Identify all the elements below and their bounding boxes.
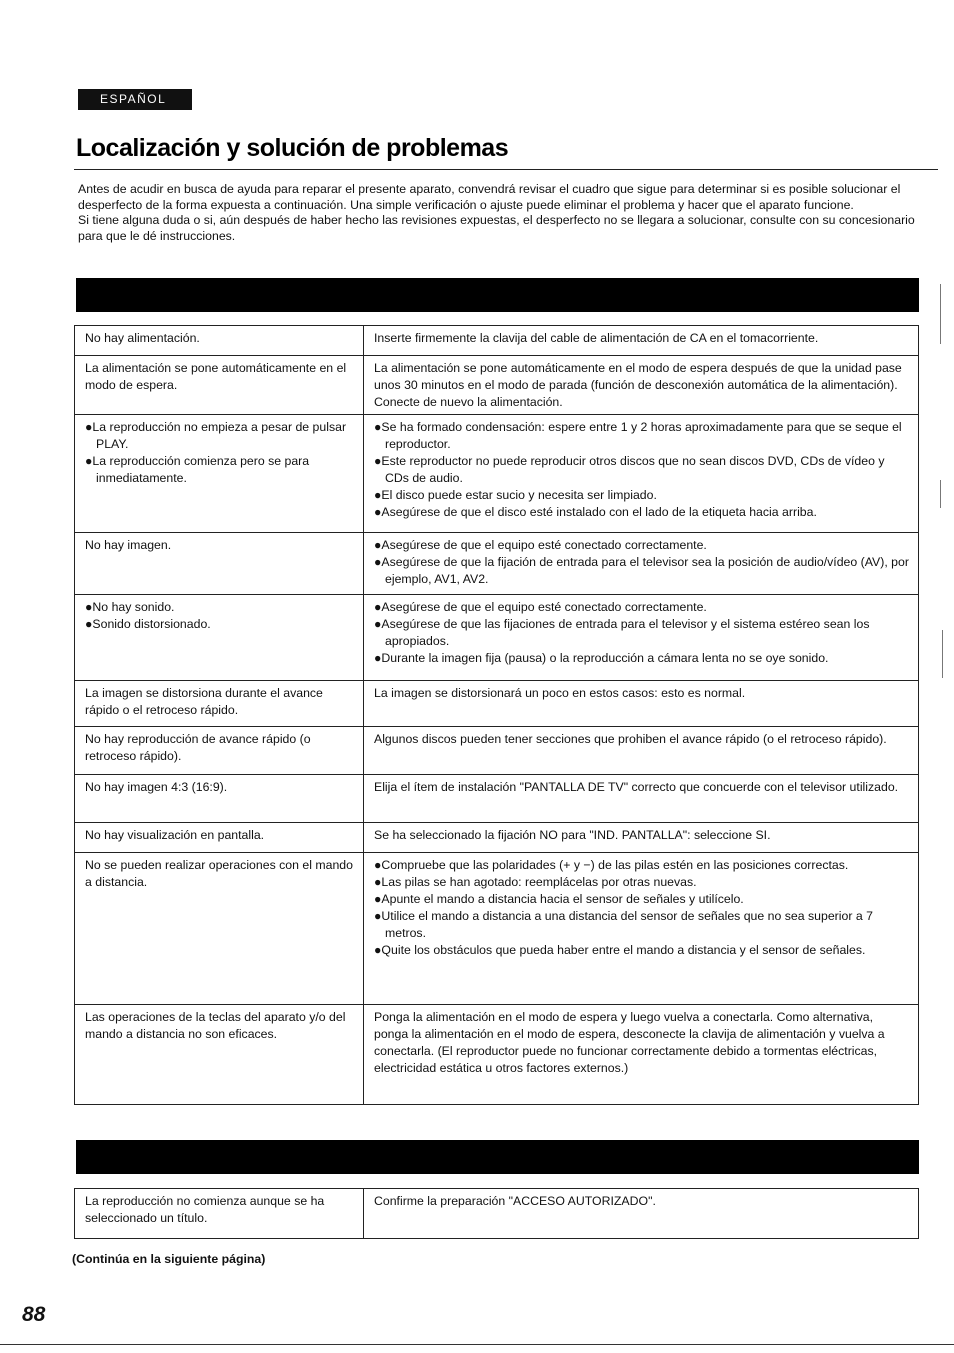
solution-cell [364, 681, 919, 727]
intro-paragraph: Si tiene alguna duda o si, aún después de haber hecho las revisiones expuestas, el desperfecto no se llegara a solucionar, consulte con su concesionario para que le dé instrucciones. [78, 213, 915, 243]
solution-cell [364, 356, 919, 415]
solution-text: ●Asegúrese de que las fijaciones de entrada para el televisor y el sistema estéreo sean los apropiados. [374, 617, 870, 648]
troubleshooting-table [74, 1188, 919, 1239]
problem-text: ●No hay sonido. [85, 600, 175, 614]
problem-text: La reproducción no comienza aunque se ha seleccionado un título. [85, 1194, 325, 1225]
solution-cell [364, 415, 919, 533]
solution-text: ●Compruebe que las polaridades (+ y −) de las pilas estén en las posiciones correctas. [374, 858, 849, 872]
solution-text: ●Asegúrese de que el disco esté instalado con el lado de la etiqueta hacia arriba. [374, 505, 817, 519]
solution-text: ●Este reproductor no puede reproducir otros discos que no sean discos DVD, CDs de vídeo y CDs de audio. [374, 454, 885, 485]
solution-text: ●Apunte el mando a distancia hacia el sensor de señales y utilícelo. [374, 892, 744, 906]
margin-mark [942, 630, 943, 678]
problem-text: No hay reproducción de avance rápido (o retroceso rápido). [85, 732, 311, 763]
solution-cell [364, 1189, 919, 1239]
table-row [75, 823, 919, 853]
problem-cell [75, 533, 364, 595]
solution-cell [364, 823, 919, 853]
margin-mark [940, 480, 941, 508]
problem-cell [75, 595, 364, 681]
solution-text: ●Asegúrese de que el equipo esté conectado correctamente. [374, 538, 707, 552]
problem-text: Las operaciones de la teclas del aparato y/o del mando a distancia no son eficaces. [85, 1010, 346, 1041]
troubleshooting-table-body [75, 326, 919, 1105]
problem-cell [75, 727, 364, 775]
table-row [75, 595, 919, 681]
solution-text: La alimentación se pone automáticamente en el modo de espera después de que la unidad pase unos 30 minutos en el modo de parada (función de desconexión automática de la alimentación). Conecte de nuevo la alimentación. [374, 361, 902, 409]
problem-cell [75, 356, 364, 415]
table-row [75, 415, 919, 533]
problem-text: No hay imagen 4:3 (16:9). [85, 780, 228, 794]
table-row [75, 326, 919, 356]
problem-text: No hay visualización en pantalla. [85, 828, 265, 842]
table-row [75, 1005, 919, 1105]
solution-text: Se ha seleccionado la fijación NO para "IND. PANTALLA": seleccione SI. [374, 828, 771, 842]
problem-cell [75, 681, 364, 727]
problem-text: ●Sonido distorsionado. [85, 617, 211, 631]
section-header-bar [76, 278, 919, 312]
table-row [75, 681, 919, 727]
troubleshooting-table-body [75, 1189, 919, 1239]
solution-text: ●Asegúrese de que la fijación de entrada para el televisor sea la posición de audio/vídeo (AV), por ejemplo, AV1, AV2. [374, 555, 909, 586]
solution-text: Algunos discos pueden tener secciones que prohiben el avance rápido (o el retroceso rápido). [374, 732, 887, 746]
table-row [75, 775, 919, 823]
solution-text: ●Las pilas se han agotado: reemplácelas por otras nuevas. [374, 875, 697, 889]
solution-text: ●Asegúrese de que el equipo esté conectado correctamente. [374, 600, 707, 614]
solution-cell [364, 727, 919, 775]
table-row [75, 853, 919, 1005]
solution-text: Inserte firmemente la clavija del cable de alimentación de CA en el tomacorriente. [374, 331, 819, 345]
solution-text: ●Se ha formado condensación: espere entre 1 y 2 horas aproximadamente para que se seque el reproductor. [374, 420, 902, 451]
problem-text: La alimentación se pone automáticamente en el modo de espera. [85, 361, 347, 392]
solution-cell [364, 326, 919, 356]
troubleshooting-table [74, 325, 919, 1105]
table-row [75, 727, 919, 775]
problem-cell [75, 1189, 364, 1239]
solution-cell [364, 533, 919, 595]
problem-cell [75, 853, 364, 1005]
problem-text: No hay alimentación. [85, 331, 200, 345]
page-title: Localización y solución de problemas [76, 134, 509, 162]
problem-text: ●La reproducción comienza pero se para inmediatamente. [85, 454, 310, 485]
solution-cell [364, 1005, 919, 1105]
problem-cell [75, 823, 364, 853]
solution-text: Confirme la preparación "ACCESO AUTORIZADO". [374, 1194, 656, 1208]
problem-cell [75, 1005, 364, 1105]
problem-text: La imagen se distorsiona durante el avance rápido o el retroceso rápido. [85, 686, 323, 717]
problem-text: No hay imagen. [85, 538, 172, 552]
title-underline [74, 169, 938, 170]
intro-text [78, 182, 920, 244]
solution-text: ●Utilice el mando a distancia a una distancia del sensor de señales que no sea superior a 7 metros. [374, 909, 873, 940]
table-row [75, 533, 919, 595]
problem-cell [75, 415, 364, 533]
problem-text: No se pueden realizar operaciones con el mando a distancia. [85, 858, 353, 889]
solution-text: La imagen se distorsionará un poco en estos casos: esto es normal. [374, 686, 746, 700]
problem-text: ●La reproducción no empieza a pesar de pulsar PLAY. [85, 420, 347, 451]
margin-mark [940, 284, 941, 344]
table-row [75, 1189, 919, 1239]
solution-text: Ponga la alimentación en el modo de espera y luego vuelva a conectarla. Como alternativa, ponga la alimentación en el modo de espera, desconecte la clavija de alimentación y vuelva a conectarla. (El reproductor puede no funcionar correctamente debido a tormentas eléctricas, electricidad estática u otros factores externos.) [374, 1010, 885, 1075]
page-number: 88 [22, 1303, 46, 1326]
solution-cell [364, 775, 919, 823]
language-tag: ESPAÑOL [78, 89, 192, 110]
solution-cell [364, 853, 919, 1005]
solution-cell [364, 595, 919, 681]
solution-text: ●El disco puede estar sucio y necesita ser limpiado. [374, 488, 657, 502]
solution-text: ●Quite los obstáculos que pueda haber entre el mando a distancia y el sensor de señales. [374, 943, 866, 957]
problem-cell [75, 775, 364, 823]
intro-paragraph: Antes de acudir en busca de ayuda para reparar el presente aparato, convendrá revisar el cuadro que sigue para determinar si es posible solucionar el desperfecto de la forma expuesta a continuación. Una simple verificación o ajuste puede eliminar el problema y hacer que el aparato funcione. [78, 182, 901, 212]
continued-note: (Continúa en la siguiente página) [72, 1252, 266, 1266]
table-row [75, 356, 919, 415]
solution-text: ●Durante la imagen fija (pausa) o la reproducción a cámara lenta no se oye sonido. [374, 651, 829, 665]
section-header-bar [76, 1140, 919, 1174]
solution-text: Elija el ítem de instalación "PANTALLA DE TV" correcto que concuerde con el televisor utilizado. [374, 780, 899, 794]
problem-cell [75, 326, 364, 356]
bottom-rule [0, 1344, 954, 1345]
